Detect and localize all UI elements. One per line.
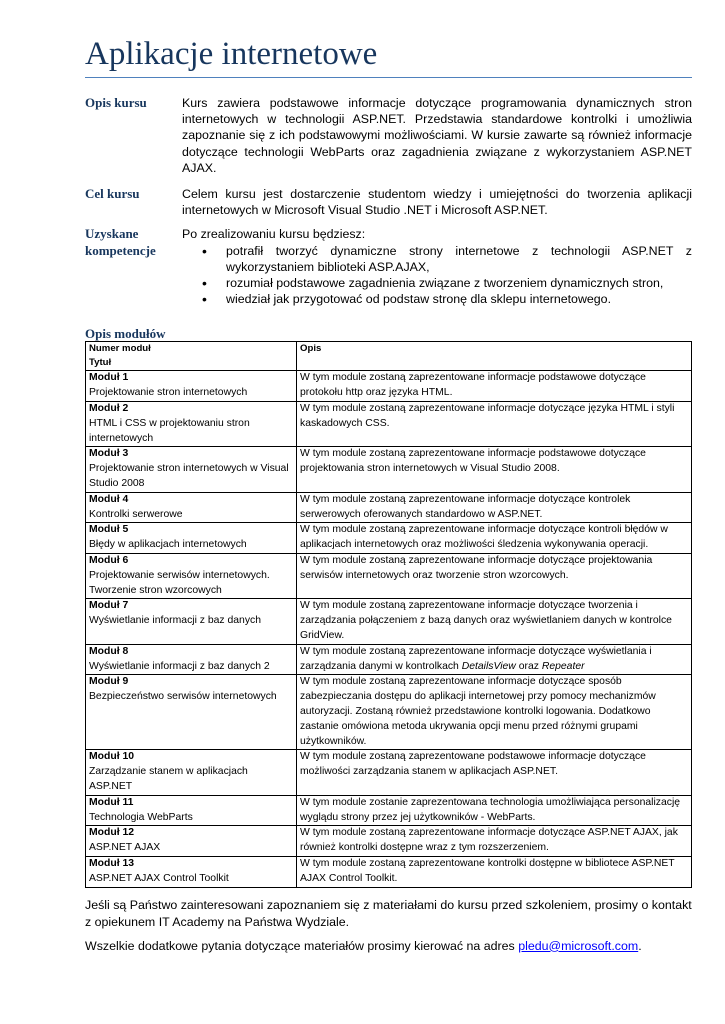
module-cell bbox=[86, 523, 297, 554]
control-name: DetailsView bbox=[461, 660, 516, 672]
table-row bbox=[86, 675, 692, 750]
module-cell bbox=[86, 750, 297, 795]
module-description: W tym module zostanie zaprezentowana technologia umożliwiająca personalizację wyglądu strony przez jej użytkowników - WebParts. bbox=[297, 795, 692, 826]
header-module-title bbox=[86, 342, 297, 371]
module-title: ASP.NET AJAX bbox=[89, 842, 161, 854]
competency-item: • potrafił tworzyć dynamiczne strony internetowe z technologii ASP.NET z wykorzystaniem biblioteki ASP.AJAX, bbox=[202, 243, 692, 275]
module-number: Moduł 4 bbox=[89, 493, 129, 505]
module-cell bbox=[86, 644, 297, 675]
module-description: W tym module zostaną zaprezentowane informacje podstawowe dotyczące projektowania stron internetowych w Visual Studio 2008. bbox=[297, 447, 692, 492]
table-row bbox=[86, 447, 692, 492]
course-description-row bbox=[85, 95, 692, 176]
module-title: Zarządzanie stanem w aplikacjach ASP.NET bbox=[89, 766, 248, 792]
table-header-row bbox=[86, 342, 692, 371]
description-text: W tym module zostaną zaprezentowane informacje dotyczące wyświetlania i zarządzania danymi w kontrolkach bbox=[300, 645, 652, 672]
module-rows bbox=[86, 371, 692, 887]
course-description-text: Kurs zawiera podstawowe informacje dotyczące programowania dynamicznych stron internetowych w technologii ASP.NET. Przedstawia standardowe kontrolki i umożliwia zapoznanie się z ich podstawowymi możliwościami. W kursie zawarte są również informacje dotyczące technologii WebParts oraz zagadnienia związane z wykorzystaniem ASP.NET AJAX. bbox=[182, 96, 692, 175]
competency-item: • rozumiał podstawowe zagadnienia związane z tworzeniem dynamicznych stron, bbox=[202, 275, 692, 291]
module-cell bbox=[86, 447, 297, 492]
module-number: Moduł 11 bbox=[89, 796, 134, 808]
footer bbox=[85, 897, 692, 955]
module-description: W tym module zostaną zaprezentowane informacje dotyczące kontroli błędów w aplikacjach internetowych oraz możliwości śledzenia wykonywania operacji. bbox=[297, 523, 692, 554]
course-description-label: Opis kursu bbox=[85, 95, 147, 110]
module-title: Technologia WebParts bbox=[89, 811, 193, 823]
module-cell bbox=[86, 554, 297, 599]
module-title: Wyświetlanie informacji z baz danych bbox=[89, 615, 261, 627]
table-row bbox=[86, 371, 692, 402]
header-module-number: Numer moduł bbox=[89, 343, 151, 355]
module-cell bbox=[86, 599, 297, 644]
page-title: Aplikacje internetowe bbox=[85, 34, 692, 78]
module-description: W tym module zostaną zaprezentowane informacje podstawowe dotyczące protokołu http oraz języka HTML. bbox=[297, 371, 692, 402]
module-description: W tym module zostaną zaprezentowane informacje dotyczące projektowania serwisów internetowych oraz tworzenie stron wzorcowych. bbox=[297, 554, 692, 599]
modules-table bbox=[85, 341, 692, 887]
module-cell bbox=[86, 795, 297, 826]
document-page bbox=[85, 0, 692, 962]
table-row bbox=[86, 402, 692, 447]
table-row bbox=[86, 644, 692, 675]
competencies-row bbox=[85, 226, 692, 307]
module-cell bbox=[86, 675, 297, 750]
header-description: Opis bbox=[297, 342, 692, 371]
module-title: Projektowanie serwisów internetowych. Tworzenie stron wzorcowych bbox=[89, 569, 270, 596]
module-number: Moduł 10 bbox=[89, 751, 135, 763]
module-title: Projektowanie stron internetowych w Visual Studio 2008 bbox=[89, 463, 289, 490]
table-row bbox=[86, 795, 692, 826]
course-goal-text: Celem kursu jest dostarczenie studentom wiedzy i umiejętności do tworzenia aplikacji internetowych w Microsoft Visual Studio .NET i Microsoft ASP.NET. bbox=[182, 187, 692, 218]
module-title: HTML i CSS w projektowaniu stron internetowych bbox=[89, 417, 250, 444]
module-title: Projektowanie stron internetowych bbox=[89, 387, 248, 399]
module-number: Moduł 7 bbox=[89, 600, 129, 612]
module-cell bbox=[86, 826, 297, 857]
table-row bbox=[86, 599, 692, 644]
course-goal-row bbox=[85, 186, 692, 218]
module-cell bbox=[86, 856, 297, 887]
header-title: Tytuł bbox=[89, 357, 112, 369]
footer-paragraph-2 bbox=[85, 938, 692, 955]
module-number: Moduł 8 bbox=[89, 645, 129, 657]
module-description: W tym module zostaną zaprezentowane podstawowe informacje dotyczące możliwości zarządzania stanem w aplikacjach ASP.NET. bbox=[297, 750, 692, 795]
module-cell bbox=[86, 402, 297, 447]
module-number: Moduł 5 bbox=[89, 524, 129, 536]
module-description bbox=[297, 644, 692, 675]
competencies-list bbox=[182, 243, 692, 308]
footer-paragraph-2-end: . bbox=[638, 938, 642, 953]
module-description: W tym module zostaną zaprezentowane informacje dotyczące kontrolek serwerowych oferowanych standardowo w ASP.NET. bbox=[297, 492, 692, 523]
module-number: Moduł 13 bbox=[89, 857, 135, 869]
table-row bbox=[86, 523, 692, 554]
footer-paragraph-1: Jeśli są Państwo zainteresowani zapoznaniem się z materiałami do kursu przed szkoleniem, prosimy o kontakt z opiekunem IT Academy na Państwa Wydziale. bbox=[85, 897, 692, 929]
course-goal-label: Cel kursu bbox=[85, 186, 140, 202]
module-number: Moduł 3 bbox=[89, 448, 129, 460]
module-number: Moduł 9 bbox=[89, 676, 129, 688]
module-number: Moduł 1 bbox=[89, 372, 129, 384]
module-title: Bezpieczeństwo serwisów internetowych bbox=[89, 691, 277, 703]
footer-paragraph-2-text: Wszelkie dodatkowe pytania dotyczące materiałów prosimy kierować na adres bbox=[85, 938, 519, 953]
competency-item: • wiedział jak przygotować od podstaw stronę dla sklepu internetowego. bbox=[202, 291, 692, 307]
module-description: W tym module zostaną zaprezentowane informacje dotyczące ASP.NET AJAX, jak również kontrolki dostępne wraz z tym rozszerzeniem. bbox=[297, 826, 692, 857]
competencies-content bbox=[182, 226, 692, 307]
email-link[interactable]: pledu@microsoft.com bbox=[518, 938, 639, 953]
module-title: Kontrolki serwerowe bbox=[89, 508, 183, 520]
module-title: Wyświetlanie informacji z baz danych 2 bbox=[89, 660, 270, 672]
table-row bbox=[86, 750, 692, 795]
module-description: W tym module zostaną zaprezentowane informacje dotyczące sposób zabezpieczania dostępu do aplikacji internetowej przy pomocy mechanizmów autoryzacji. Zostaną również przedstawione kontrolki logowania. Dodatkowo zastanie omówiona metoda ukrywania opcji menu przed różnymi grupami użytkowników. bbox=[297, 675, 692, 750]
competencies-label: Uzyskane kompetencje bbox=[85, 226, 156, 258]
control-name: Repeater bbox=[541, 660, 585, 672]
modules-heading: Opis modułów bbox=[85, 326, 166, 342]
module-cell bbox=[86, 371, 297, 402]
module-number: Moduł 6 bbox=[89, 555, 129, 566]
table-row bbox=[86, 826, 692, 857]
module-number: Moduł 2 bbox=[89, 403, 129, 415]
description-text: oraz bbox=[515, 660, 542, 672]
table-row bbox=[86, 492, 692, 523]
module-title: ASP.NET AJAX Control Toolkit bbox=[89, 872, 229, 884]
module-number: Moduł 12 bbox=[89, 827, 135, 839]
module-title: Błędy w aplikacjach internetowych bbox=[89, 539, 247, 551]
module-description: W tym module zostaną zaprezentowane kontrolki dostępne w bibliotece ASP.NET AJAX Control Toolkit. bbox=[297, 856, 692, 887]
table-row bbox=[86, 856, 692, 887]
competencies-intro: Po zrealizowaniu kursu będziesz: bbox=[182, 227, 366, 242]
table-row bbox=[86, 554, 692, 599]
module-cell bbox=[86, 492, 297, 523]
module-description: W tym module zostaną zaprezentowane informacje dotyczące języka HTML i styli kaskadowych CSS. bbox=[297, 402, 692, 447]
course-info bbox=[85, 95, 692, 307]
module-description: W tym module zostaną zaprezentowane informacje dotyczące tworzenia i zarządzania połączeniem z bazą danych oraz wyświetlaniem danych w kontrolce GridView. bbox=[297, 599, 692, 644]
